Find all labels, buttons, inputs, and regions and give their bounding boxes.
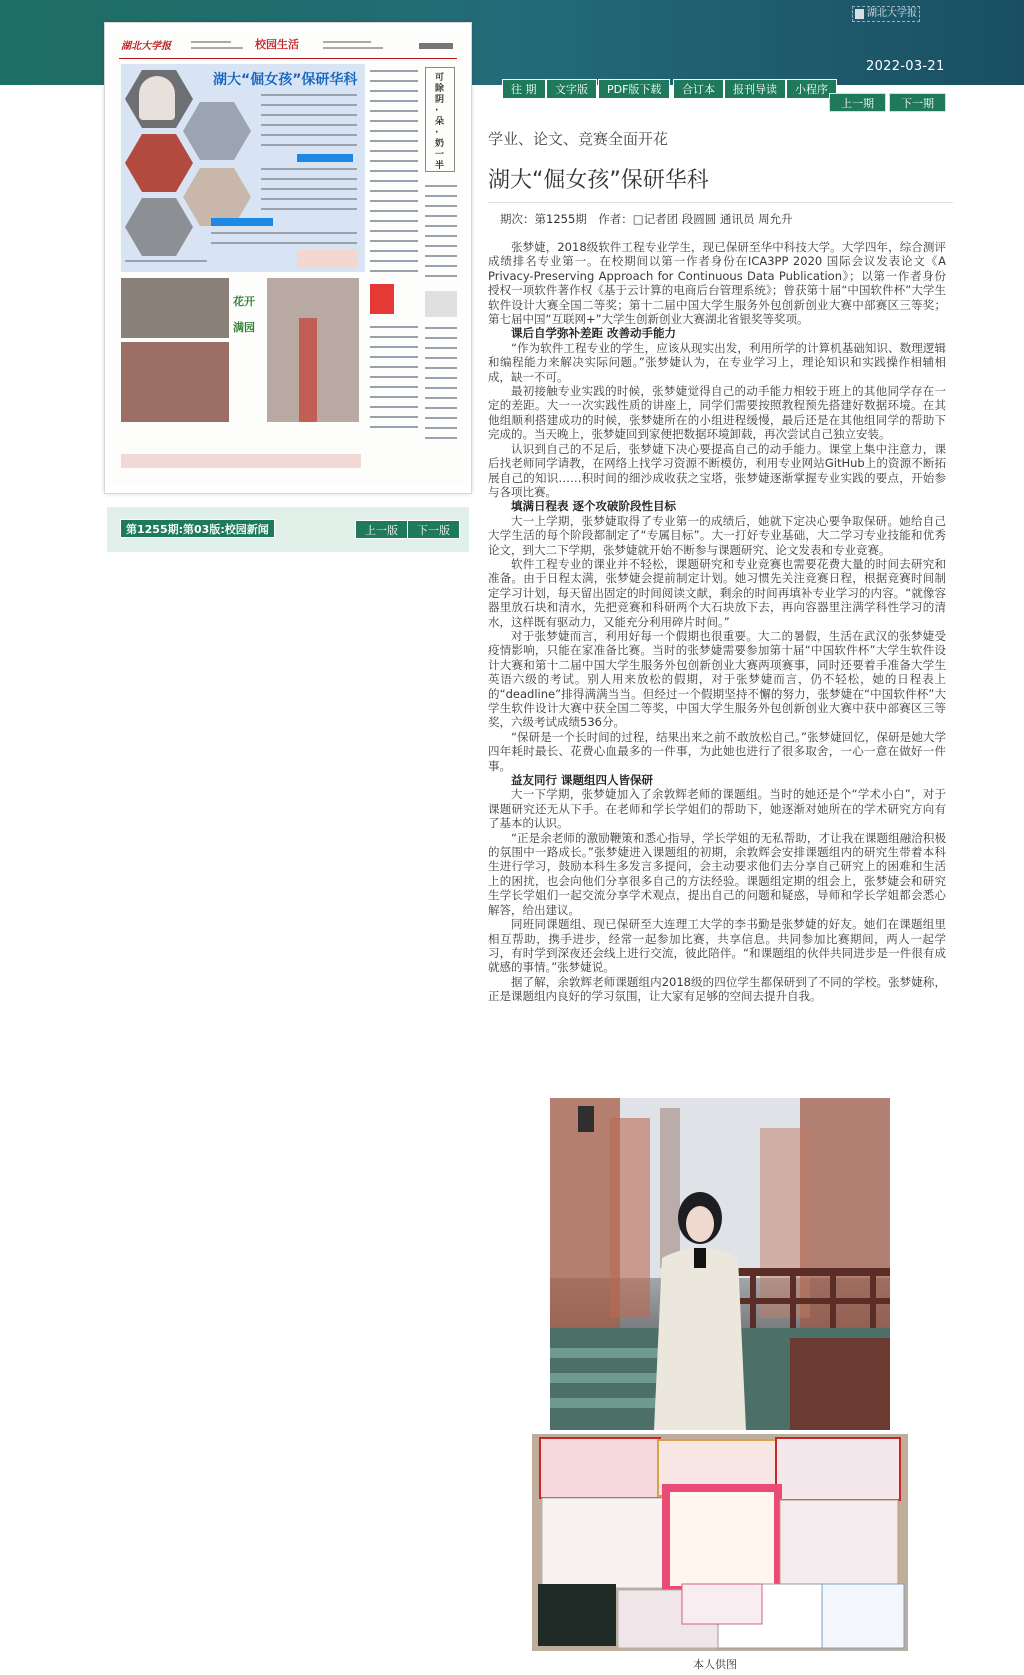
nav-text-version-button[interactable]: 文字版: [546, 79, 597, 99]
prev-page-button[interactable]: 上一版: [355, 520, 408, 539]
newspaper-logo-image: 湖北大学报: [852, 6, 920, 22]
article-paragraph: 大一上学期，张梦婕取得了专业第一的成绩后，她就下定决心要争取保研。她给自己大学生活的每个阶段都制定了“专属目标”。大一打好专业基础，大二学习专业技能和优秀论文，到大二下学期，张梦婕就开始不断参与课题研究、论文发表和专业竞赛。: [488, 513, 946, 557]
next-page-button[interactable]: 下一版: [407, 520, 460, 539]
newspaper-page-frame: [104, 22, 472, 494]
page-side-column: [370, 64, 420, 444]
article-meta: 期次：第1255期 作者：□记者团 段圆圆 通讯员 周允升: [500, 212, 793, 226]
article-paragraph: 软件工程专业的课业并不轻松，课题研究和专业竞赛也需要花费大量的时间去研究和准备。由于日程太满，张梦婕会提前制定计划。她习惯先关注竞赛日程，根据竞赛时间制定学习计划，每天留出固定的时间阅读文献，剩余的时间再填补专业学习的内容。“就像容器里放石块和清水，先把竞赛和科研两个大石块放下去，再向容器里注满学科性学习的清水，这样既有驱动力，又能充分利用碎片时间。”: [488, 556, 946, 629]
title-divider: [488, 202, 953, 203]
portrait-photo-drawing: [550, 1098, 890, 1430]
certificates-photo-drawing: [532, 1434, 908, 1651]
page-masthead: [119, 33, 457, 59]
article-body: [488, 240, 946, 1004]
photo-caption: 本人供图: [693, 1658, 737, 1671]
page-section-name: 校园生活: [255, 38, 299, 51]
article-paragraph: 最初接触专业实践的时候，张梦婕觉得自己的动手能力相较于班上的其他同学存在一定的差距。大一一次实践性质的讲座上，同学们需要按照教程预先搭建好数据环境。在其他组顺利搭建成功的时候，张梦婕所在的小组进程缓慢，最后还是在其他组同学的帮助下完成的。当天晚上，张梦婕回到家便把数据环境卸载，再次尝试自己独立安装。: [488, 384, 946, 442]
article-paragraph: 对于张梦婕而言，利用好每一个假期也很重要。大二的暑假，生活在武汉的张梦婕受疫情影响，只能在家准备比赛。当时的张梦婕需要参加第十届“中国软件杯”大学生软件设计大赛和第十二届中国大学生服务外包创新创业大赛两项赛事，同时还要着手准备大学生英语六级的考试。别人用来放松的假期，对于张梦婕而言，仍不轻松，她的日程表上的“deadline”排得满满当当。但经过一个假期坚持不懈的努力，张梦婕在“中国软件杯”大学生软件设计大赛中获全国二等奖，中国大学生服务外包创新创业大赛中获中部赛区三等奖，六级考试成绩536分。: [488, 628, 946, 730]
next-issue-button[interactable]: 下一期: [889, 93, 946, 112]
article-section-heading: 益友同行 课题组四人皆保研: [511, 773, 654, 788]
nav-mini-program-button[interactable]: 小程序: [786, 79, 837, 99]
page-feature-headline: 湖大“倔女孩”保研华科: [213, 72, 358, 88]
page-navigation-bar: [107, 507, 469, 552]
article-paragraph: “作为软件工程专业的学生，应该从现实出发，利用所学的计算机基础知识、数理逻辑和编程能力来解决实际问题。”张梦婕认为，在专业学习上，理论知识和实践操作相辅相成，缺一不可。: [488, 340, 946, 384]
hex-photo: [125, 134, 193, 192]
article-subtitle: 学业、论文、竞赛全面开花: [488, 130, 669, 148]
newspaper-page-image[interactable]: [113, 31, 463, 485]
article-paragraph: 据了解，余敦辉老师课题组内2018级的四位学生都保研到了不同的学校。张梦婕称，正是课题组内良好的学习氛围，让大家有足够的空间去提升自我。: [488, 974, 946, 1004]
nav-pdf-download-button[interactable]: PDF版下载: [598, 79, 670, 99]
prev-issue-button[interactable]: 上一期: [829, 93, 886, 112]
article-paragraph: 同班同课题组、现已保研至大连理工大学的李书勤是张梦婕的好友。她们在课题组里相互帮助，携手进步，经常一起参加比赛，共享信息。共同参加比赛期间，两人一起学习，有时学到深夜还会线上进行交流，彼此陪伴。“和课题组的伙伴共同进步是一件很有成就感的事情。”张梦婕说。: [488, 917, 946, 975]
article-paragraph: “正是余老师的激励鞭策和悉心指导，学长学姐的无私帮助，才让我在课题组融洽积极的氛围中一路成长。”张梦婕进入课题组的初期，余敦辉会安排课题组内的研究生带着本科生进行学习，鼓励本科生多发言多提问，会主动要求他们去分享自己研究上的困难和生活上的困扰，也会向他们分享很多自己的方法经验。课题组定期的组会上，张梦婕会和研究生学长学姐们一起交流分享学术观点，提出自己的问题和疑惑，导师和学长学姐都会悉心解答，给出建议。: [488, 830, 946, 917]
page-footnote-bar: [121, 454, 361, 468]
nav-bound-volume-button[interactable]: 合订本: [673, 79, 724, 99]
article-section-heading: 课后自学弥补差距 改善动手能力: [511, 326, 677, 341]
certificates-photo: [532, 1434, 908, 1651]
page-vertical-title-box: [425, 67, 455, 172]
nav-guide-button[interactable]: 报刊导读: [724, 79, 786, 99]
page-right-column: [425, 181, 457, 451]
article-title: 湖大“倔女孩”保研华科: [488, 168, 709, 193]
page-feature-block: [121, 64, 365, 272]
page-masthead-logo: 湖北大学报: [121, 41, 171, 52]
page-vertical-title: 可除阴·朵·奶一半: [435, 73, 445, 171]
collage-photo: [121, 278, 229, 338]
nav-past-issues-button[interactable]: 往 期: [502, 79, 546, 99]
article-paragraph: 张梦婕，2018级软件工程专业学生，现已保研至华中科技大学。大学四年，综合测评成绩排名专业第一。在校期间以第一作者身份在ICA3PP 2020 国际会议发表论文《A Privacy-Preserving Approach for Continuous Data Publication》；以第一作者身份授权一项软件著作权《基于云计算的电商后台管理系统》；曾获第十届“中国软件杯”大学生软件设计大赛全国二等奖；第十二届中国大学生服务外包创新创业大赛中部赛区三等奖；第七届中国“互联网+”大学生创新创业大赛湖北省银奖等奖项。: [488, 240, 946, 327]
article-paragraph: “保研是一个长时间的过程，结果出来之前不敢放松自己。”张梦婕回忆，保研是她大学四年耗时最长、花费心血最多的一件事，为此她也进行了很多取舍，一心一意在做好一件事。: [488, 729, 946, 773]
article-section-heading: 填满日程表 逐个攻破阶段性目标: [511, 499, 677, 514]
hex-photo: [183, 102, 251, 160]
article-paragraph: 大一下学期，张梦婕加入了余敦辉老师的课题组。当时的她还是个“学术小白”，对于课题研究还无从下手。在老师和学长学姐们的帮助下，她逐渐对她所在的学术研究方向有了基本的认识。: [488, 787, 946, 831]
page-poem-title: 花开满园: [233, 295, 255, 334]
issue-date: 2022-03-21: [866, 59, 945, 74]
hex-portrait: [139, 76, 175, 120]
hex-photo: [125, 198, 193, 256]
article-paragraph: 认识到自己的不足后，张梦婕下决心要提高自己的动手能力。课堂上集中注意力，课后找老师同学请教，在网络上找学习资源不断模仿，利用专业网站GitHub上的资源不断拓展自己的知识……积时间的细沙成收获之宝塔，张梦婕逐渐掌握专业实践的要点，开始参与各项比赛。: [488, 441, 946, 499]
collage-photo: [121, 342, 229, 422]
portrait-photo: [550, 1098, 890, 1430]
page-label: 第1255期:第03版:校园新闻: [120, 519, 275, 538]
